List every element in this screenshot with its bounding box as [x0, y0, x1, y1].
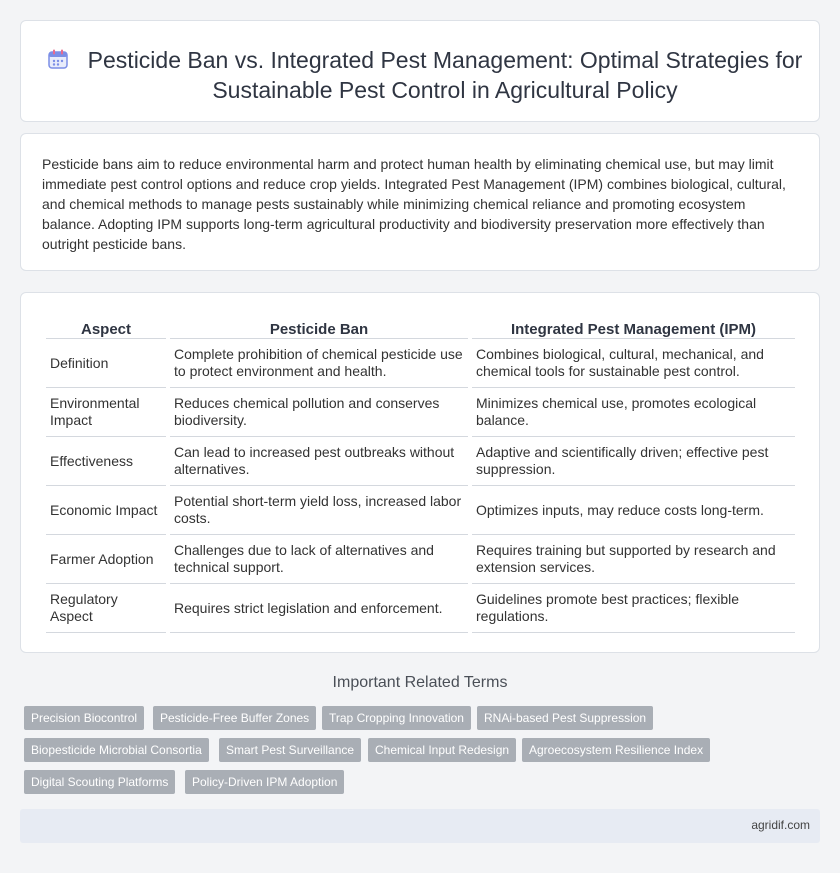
- ipm-cell: Guidelines promote best practices; flexible regulations.: [472, 584, 795, 633]
- aspect-cell: Definition: [46, 339, 166, 388]
- column-header-ipm: Integrated Pest Management (IPM): [472, 317, 795, 339]
- page-title: Pesticide Ban vs. Integrated Pest Management: Optimal Strategies for Sustainable Pest Control in Agricultural Policy: [87, 47, 803, 103]
- pesticide-ban-cell: Complete prohibition of chemical pesticide use to protect environment and health.: [170, 339, 468, 388]
- title-card: [20, 20, 820, 122]
- related-term-tag[interactable]: Policy-Driven IPM Adoption: [185, 770, 344, 794]
- summary-text: Pesticide bans aim to reduce environmental harm and protect human health by eliminating chemical use, but may limit immediate pest control options and reduce crop yields. Integrated Pest Management (IPM) combines biological, cultural, and chemical methods to manage pests sustainably while minimizing chemical reliance and promoting ecosystem balance. Adopting IPM supports long-term agricultural productivity and biodiversity preservation more effectively than outright pesticide bans.: [42, 156, 786, 252]
- comparison-card: [20, 292, 820, 653]
- pesticide-ban-cell: Can lead to increased pest outbreaks without alternatives.: [170, 437, 468, 486]
- related-term-tag[interactable]: Agroecosystem Resilience Index: [522, 738, 710, 762]
- related-terms-heading: Important Related Terms: [332, 674, 508, 691]
- aspect-cell: Farmer Adoption: [46, 535, 166, 584]
- table-header-row: [46, 317, 795, 339]
- related-term-tag[interactable]: Trap Cropping Innovation: [322, 706, 471, 730]
- aspect-cell: Effectiveness: [46, 437, 166, 486]
- related-term-tag[interactable]: RNAi-based Pest Suppression: [477, 706, 653, 730]
- footer: [20, 809, 820, 843]
- pesticide-ban-cell: Requires strict legislation and enforcement.: [170, 584, 468, 633]
- pesticide-ban-cell: Potential short-term yield loss, increased labor costs.: [170, 486, 468, 535]
- table-row: [46, 535, 795, 584]
- comparison-table: [42, 317, 799, 633]
- ipm-cell: Requires training but supported by research and extension services.: [472, 535, 795, 584]
- column-header-aspect: Aspect: [46, 317, 166, 339]
- table-row: [46, 339, 795, 388]
- related-term-tag[interactable]: Biopesticide Microbial Consortia: [24, 738, 209, 762]
- pesticide-ban-cell: Challenges due to lack of alternatives and technical support.: [170, 535, 468, 584]
- footer-site-name[interactable]: agridif.com: [751, 818, 810, 832]
- calendar-icon: [47, 48, 69, 70]
- related-term-tag[interactable]: Chemical Input Redesign: [368, 738, 516, 762]
- table-row: [46, 486, 795, 535]
- table-row: [46, 388, 795, 437]
- related-term-tag[interactable]: Precision Biocontrol: [24, 706, 144, 730]
- aspect-cell: Regulatory Aspect: [46, 584, 166, 633]
- aspect-cell: Economic Impact: [46, 486, 166, 535]
- summary-card: [20, 133, 820, 271]
- ipm-cell: Minimizes chemical use, promotes ecological balance.: [472, 388, 795, 437]
- table-row: [46, 437, 795, 486]
- related-term-tag[interactable]: Digital Scouting Platforms: [24, 770, 175, 794]
- ipm-cell: Adaptive and scientifically driven; effective pest suppression.: [472, 437, 795, 486]
- related-term-tag[interactable]: Pesticide-Free Buffer Zones: [153, 706, 316, 730]
- aspect-cell: Environmental Impact: [46, 388, 166, 437]
- column-header-pesticide-ban: Pesticide Ban: [170, 317, 468, 339]
- related-term-tag[interactable]: Smart Pest Surveillance: [219, 738, 361, 762]
- pesticide-ban-cell: Reduces chemical pollution and conserves biodiversity.: [170, 388, 468, 437]
- table-row: [46, 584, 795, 633]
- ipm-cell: Combines biological, cultural, mechanical, and chemical tools for sustainable pest control.: [472, 339, 795, 388]
- ipm-cell: Optimizes inputs, may reduce costs long-term.: [472, 486, 795, 535]
